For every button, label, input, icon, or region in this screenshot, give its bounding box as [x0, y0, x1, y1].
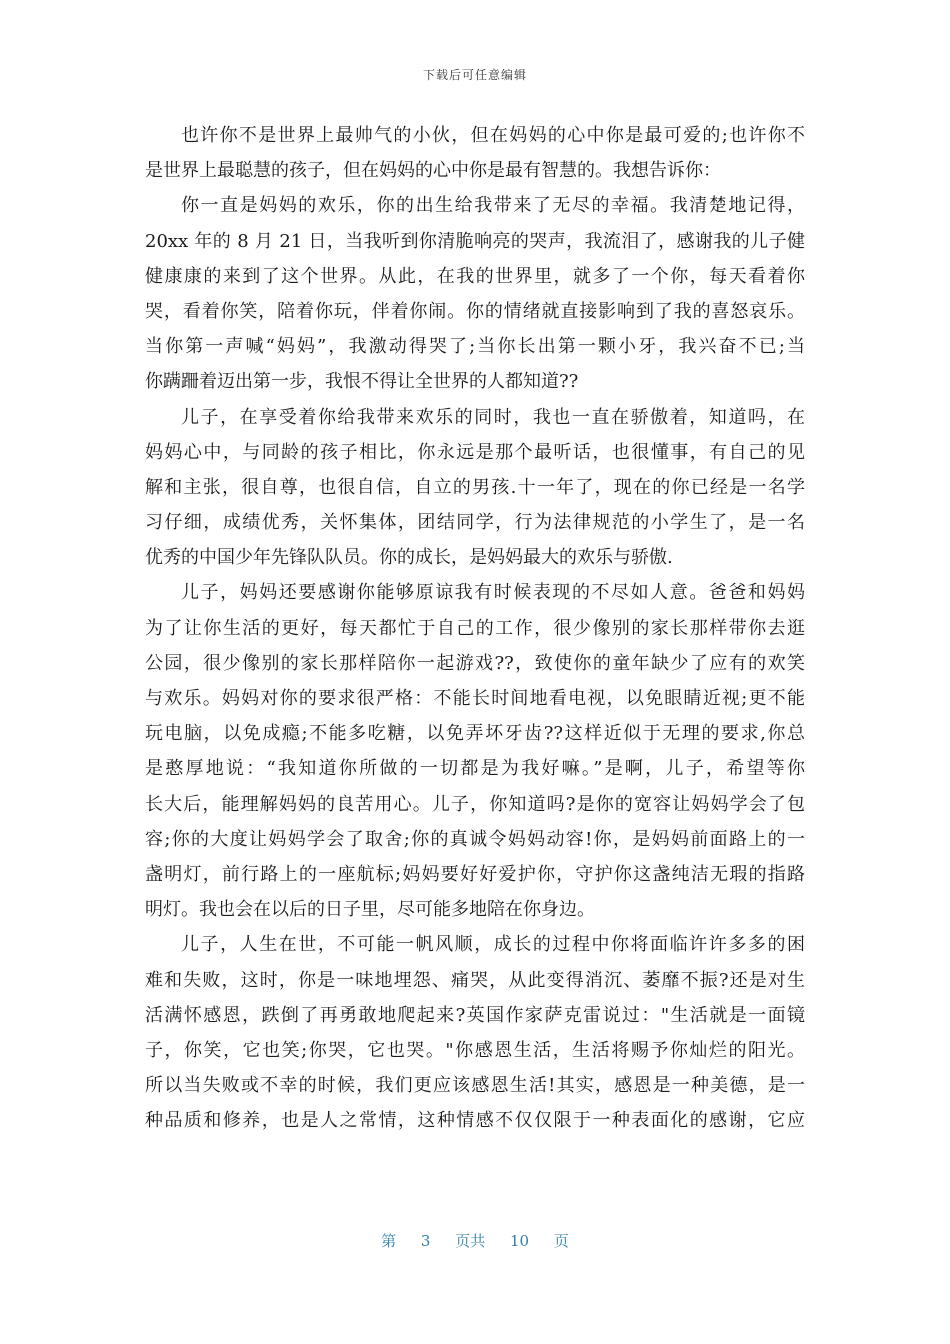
- footer-prefix: 第: [381, 1232, 397, 1250]
- paragraph-line: 儿子，妈妈还要感谢你能够原谅我有时候表现的不尽如人意。爸爸和妈妈: [181, 582, 805, 604]
- paragraph-line: 明灯。我也会在以后的日子里，尽可能多地陪在你身边。: [145, 899, 595, 921]
- document-body: [145, 118, 805, 1138]
- paragraph: [145, 575, 805, 927]
- paragraph-line: 当你第一声喊“妈妈”，我激动得哭了;当你长出第一颗小牙，我兴奋不已;当: [145, 336, 805, 358]
- footer-page-number: 3: [420, 1232, 431, 1250]
- paragraph-line: 所以当失败或不幸的时候，我们更应该感恩生活!其实，感恩是一种美德，是一: [145, 1075, 805, 1097]
- paragraph-line: 盏明灯，前行路上的一座航标;妈妈要好好爱护你，守护你这盏纯洁无瑕的指路: [145, 863, 805, 885]
- paragraph-line: 公园，很少像别的家长那样陪你一起游戏??，致使你的童年缺少了应有的欢笑: [145, 652, 805, 674]
- page-footer: [0, 1230, 950, 1251]
- paragraph-line: 儿子，在享受着你给我带来欢乐的同时，我也一直在骄傲着，知道吗，在: [181, 406, 805, 428]
- paragraph-line: 为了让你生活的更好，每天都忙于自己的工作，很少像别的家长那样带你去逛: [145, 617, 805, 639]
- paragraph-line: 种品质和修养，也是人之常情，这种情感不仅仅限于一种表面化的感谢，它应: [145, 1110, 805, 1132]
- paragraph-line: 儿子，人生在世，不可能一帆风顺，成长的过程中你将面临许许多多的困: [181, 934, 805, 956]
- paragraph-line: 活满怀感恩，跌倒了再勇敢地爬起来?英国作家萨克雷说过："生活就是一面镜: [145, 1004, 805, 1026]
- header-text: 下载后可任意编辑: [422, 68, 527, 82]
- footer-middle: 页共: [455, 1232, 486, 1250]
- paragraph-line: 妈妈心中，与同龄的孩子相比，你永远是那个最听话，也很懂事，有自己的见: [145, 441, 805, 463]
- paragraph: [145, 400, 805, 576]
- paragraph-line: 是憨厚地说：“我知道你所做的一切都是为我好嘛。”是啊，儿子，希望等你: [145, 758, 805, 780]
- paragraph: [145, 188, 805, 399]
- paragraph-line: 哭，看着你笑，陪着你玩，伴着你闹。你的情绪就直接影响到了我的喜怒哀乐。: [145, 300, 805, 322]
- paragraph-line: 健康康的来到了这个世界。从此，在我的世界里，就多了一个你，每天看着你: [145, 265, 805, 287]
- paragraph-line: 是世界上最聪慧的孩子，但在妈妈的心中你是最有智慧的。我想告诉你：: [145, 160, 721, 182]
- paragraph-line: 长大后，能理解妈妈的良苦用心。儿子，你知道吗?是你的宽容让妈妈学会了包: [145, 793, 805, 815]
- paragraph-line: 难和失败，这时，你是一味地埋怨、痛哭，从此变得消沉、萎靡不振?还是对生: [145, 969, 805, 991]
- paragraph: [145, 118, 805, 188]
- paragraph-line: 子，你笑，它也笑;你哭，它也哭。"你感恩生活，生活将赐予你灿烂的阳光。: [145, 1039, 805, 1061]
- paragraph-line: 你一直是妈妈的欢乐，你的出生给我带来了无尽的幸福。我清楚地记得，: [181, 195, 805, 217]
- footer-suffix: 页: [553, 1232, 569, 1250]
- footer-total-pages: 10: [510, 1232, 530, 1250]
- paragraph-line: 与欢乐。妈妈对你的要求很严格：不能长时间地看电视，以免眼睛近视;更不能: [145, 688, 805, 709]
- paragraph: [145, 927, 805, 1138]
- paragraph-line: 20xx 年的 8 月 21 日，当我听到你清脆响亮的哭声，我流泪了，感谢我的儿子健: [145, 230, 805, 252]
- paragraph-line: 也许你不是世界上最帅气的小伙，但在妈妈的心中你是最可爱的;也许你不: [181, 125, 805, 146]
- page-header: [0, 66, 950, 83]
- paragraph-line: 玩电脑，以免成瘾;不能多吃糖，以免弄坏牙齿??这样近似于无理的要求,你总: [145, 723, 805, 745]
- paragraph-line: 容;你的大度让妈妈学会了取舍;你的真诚令妈妈动容!你，是妈妈前面路上的一: [145, 828, 805, 850]
- paragraph-line: 你蹒跚着迈出第一步，我恨不得让全世界的人都知道??: [145, 371, 579, 393]
- paragraph-line: 习仔细，成绩优秀，关怀集体，团结同学，行为法律规范的小学生了，是一名: [145, 512, 805, 534]
- paragraph-line: 解和主张，很自尊，也很自信，自立的男孩.十一年了，现在的你已经是一名学: [145, 476, 805, 498]
- paragraph-line: 优秀的中国少年先锋队队员。你的成长，是妈妈最大的欢乐与骄傲.: [145, 547, 673, 569]
